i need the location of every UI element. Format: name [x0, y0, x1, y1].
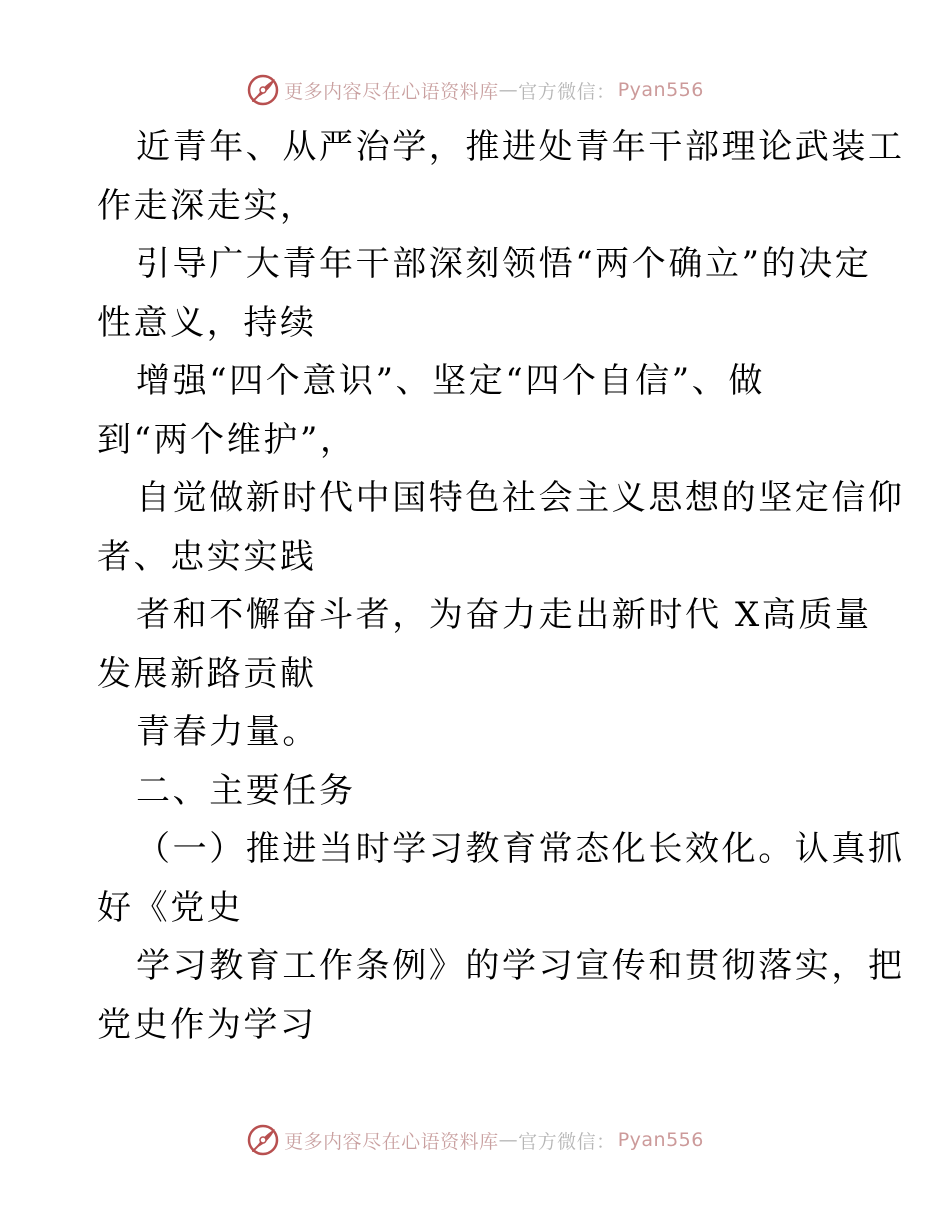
section-heading: 二、主要任务: [136, 770, 356, 811]
body-line: 青春力量。: [136, 712, 319, 752]
watermark-wechat-id: Pyan556: [617, 1129, 704, 1151]
header-watermark: [0, 70, 950, 110]
watermark-left-text: 更多内容尽在心语资料库: [284, 1130, 499, 1153]
watermark-right-text: 官方微信：: [518, 1130, 616, 1153]
body-line: 到“两个维护”，: [97, 419, 357, 460]
body-line: 好《党史: [97, 887, 244, 928]
feather-pen-circle-icon: [246, 1123, 280, 1157]
body-line: 学习教育工作条例》的学习宣传和贯彻落实，把: [136, 946, 905, 986]
body-line: 近青年、从严治学，推进处青年干部理论武装工: [136, 127, 905, 167]
body-line: 作走深走实，: [97, 185, 317, 226]
document-body: [97, 118, 905, 1054]
footer-watermark: [0, 1120, 950, 1160]
body-line: 者和不懈奋斗者，为奋力走出新时代 X高质量: [136, 595, 872, 635]
watermark-left-text: 更多内容尽在心语资料库: [284, 80, 499, 103]
body-line: 增强“四个意识”、坚定“四个自信”、做: [136, 361, 765, 401]
body-line: 性意义，持续: [97, 302, 317, 343]
body-line: （一）推进当时学习教育常态化长效化。认真抓: [136, 829, 905, 869]
feather-pen-circle-icon: [246, 73, 280, 107]
body-line: 党史作为学习: [97, 1004, 317, 1045]
body-line: 自觉做新时代中国特色社会主义思想的坚定信仰: [136, 478, 905, 518]
body-line: 者、忠实实践: [97, 536, 317, 577]
watermark-dash: —: [498, 79, 519, 101]
body-line: 发展新路贡献: [97, 653, 317, 694]
watermark-right-text: 官方微信：: [518, 80, 616, 103]
watermark-dash: —: [498, 1129, 519, 1151]
body-line: 引导广大青年干部深刻领悟“两个确立”的决定: [136, 244, 872, 284]
watermark-wechat-id: Pyan556: [617, 79, 704, 101]
